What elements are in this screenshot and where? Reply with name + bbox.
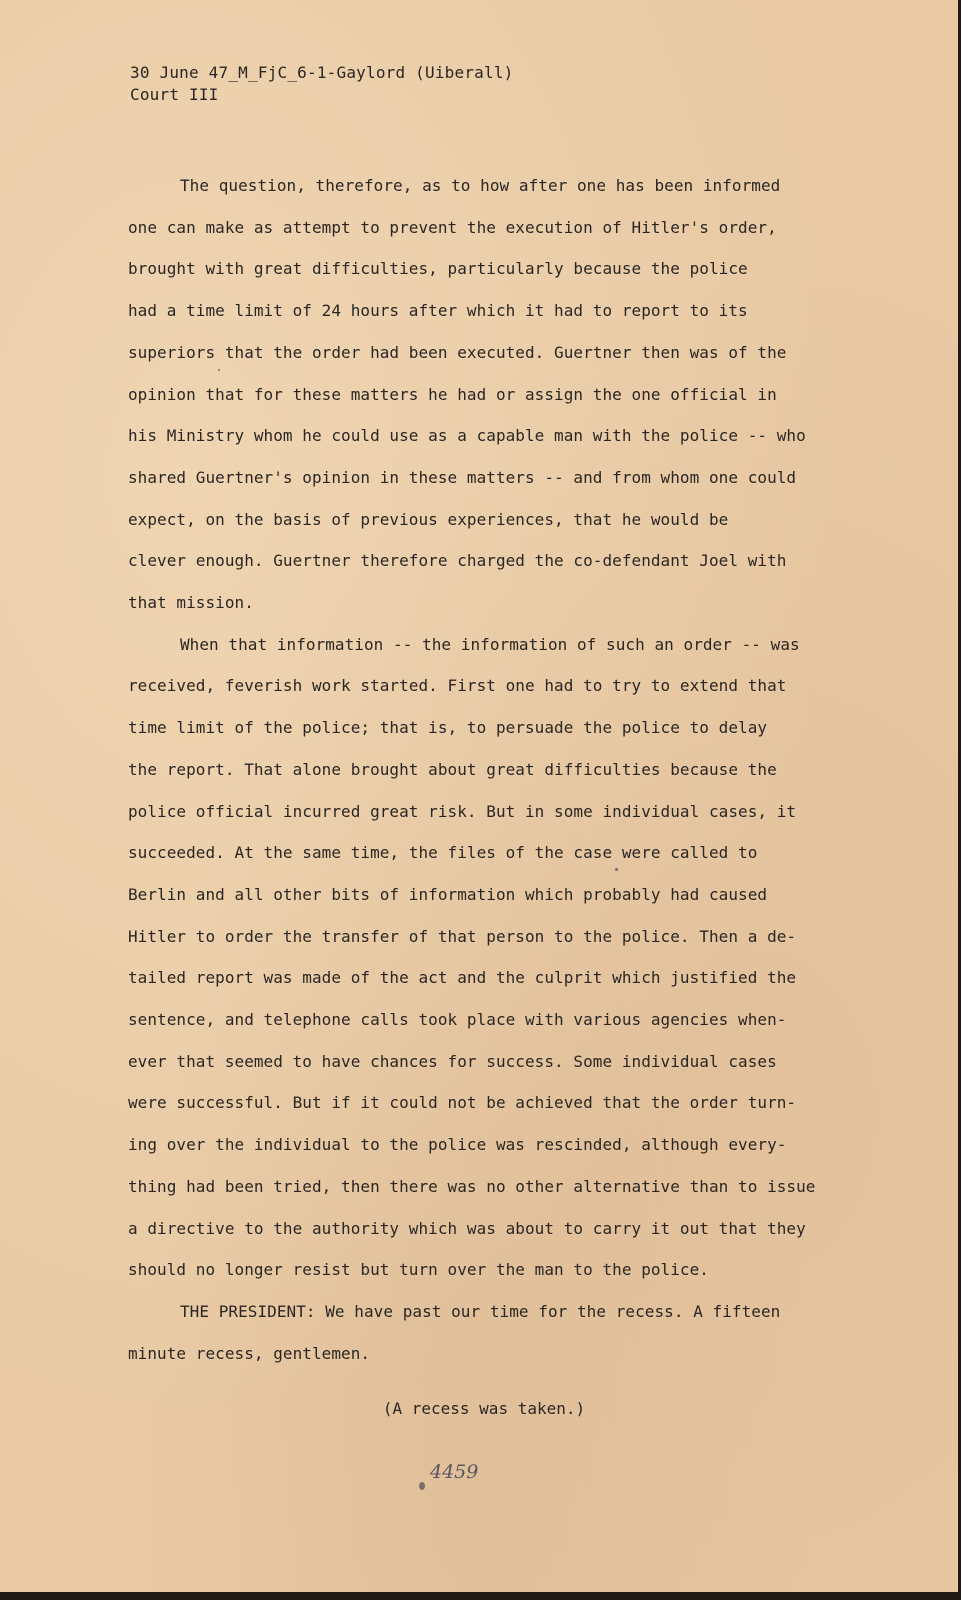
text-line: shared Guertner's opinion in these matters -- and from whom one could [128,467,797,487]
text-line: had a time limit of 24 hours after which it had to report to its [128,301,748,321]
text-line: his Ministry whom he could use as a capable man with the police -- who [128,426,806,446]
text-line: thing had been tried, then there was no other alternative than to issue [128,1176,816,1196]
recess-note: (A recess was taken.) [382,1399,586,1418]
text-line: Hitler to order the transfer of that person to the police. Then a de- [128,926,797,946]
text-line: The question, therefore, as to how after one has been informed [180,176,781,195]
text-line: the report. That alone brought about great difficulties because the [128,759,777,779]
text-line: When that information -- the information of such an order -- was [180,634,800,654]
text-line: sentence, and telephone calls took place with various agencies when- [128,1010,787,1030]
text-line: succeeded. At the same time, the files of the case were called to [128,843,758,863]
text-line: Berlin and all other bits of information which probably had caused [128,884,768,904]
text-line: time limit of the police; that is, to persuade the police to delay [128,718,768,738]
text-line: clever enough. Guertner therefore charged the co-defendant Joel with [128,551,787,571]
document-header [130,62,513,106]
text-line: ing over the individual to the police was rescinded, although every- [128,1135,787,1155]
text-line: police official incurred great risk. But in some individual cases, it [128,801,797,821]
text-line: THE PRESIDENT: We have past our time for the recess. A fifteen [180,1301,781,1321]
paper-speck [615,868,618,871]
text-line: were successful. But if it could not be achieved that the order turn- [128,1093,797,1113]
text-line: tailed report was made of the act and the culprit which justified the [128,968,797,988]
page-number: 4459 [430,1461,479,1483]
text-line: a directive to the authority which was about to carry it out that they [128,1218,806,1238]
text-line: ever that seemed to have chances for success. Some individual cases [128,1051,777,1071]
header-line-2: Court III [130,85,219,104]
paper-speck [419,1482,425,1490]
text-line: opinion that for these matters he had or assign the one official in [128,384,777,404]
text-line: expect, on the basis of previous experiences, that he would be [128,509,729,529]
text-line: superiors that the order had been executed. Guertner then was of the [128,342,787,362]
paper-speck [218,369,220,371]
text-line: brought with great difficulties, particularly because the police [128,259,748,279]
text-line: should no longer resist but turn over the man to the police. [128,1260,709,1280]
text-line: minute recess, gentlemen. [128,1343,371,1363]
text-line: that mission. [128,593,254,613]
text-line: received, feverish work started. First one had to try to extend that [128,676,787,696]
text-line: one can make as attempt to prevent the execution of Hitler's order, [128,217,777,237]
transcript-body [128,165,848,1374]
header-line-1: 30 June 47_M_FjC_6-1-Gaylord (Uiberall) [130,63,514,82]
